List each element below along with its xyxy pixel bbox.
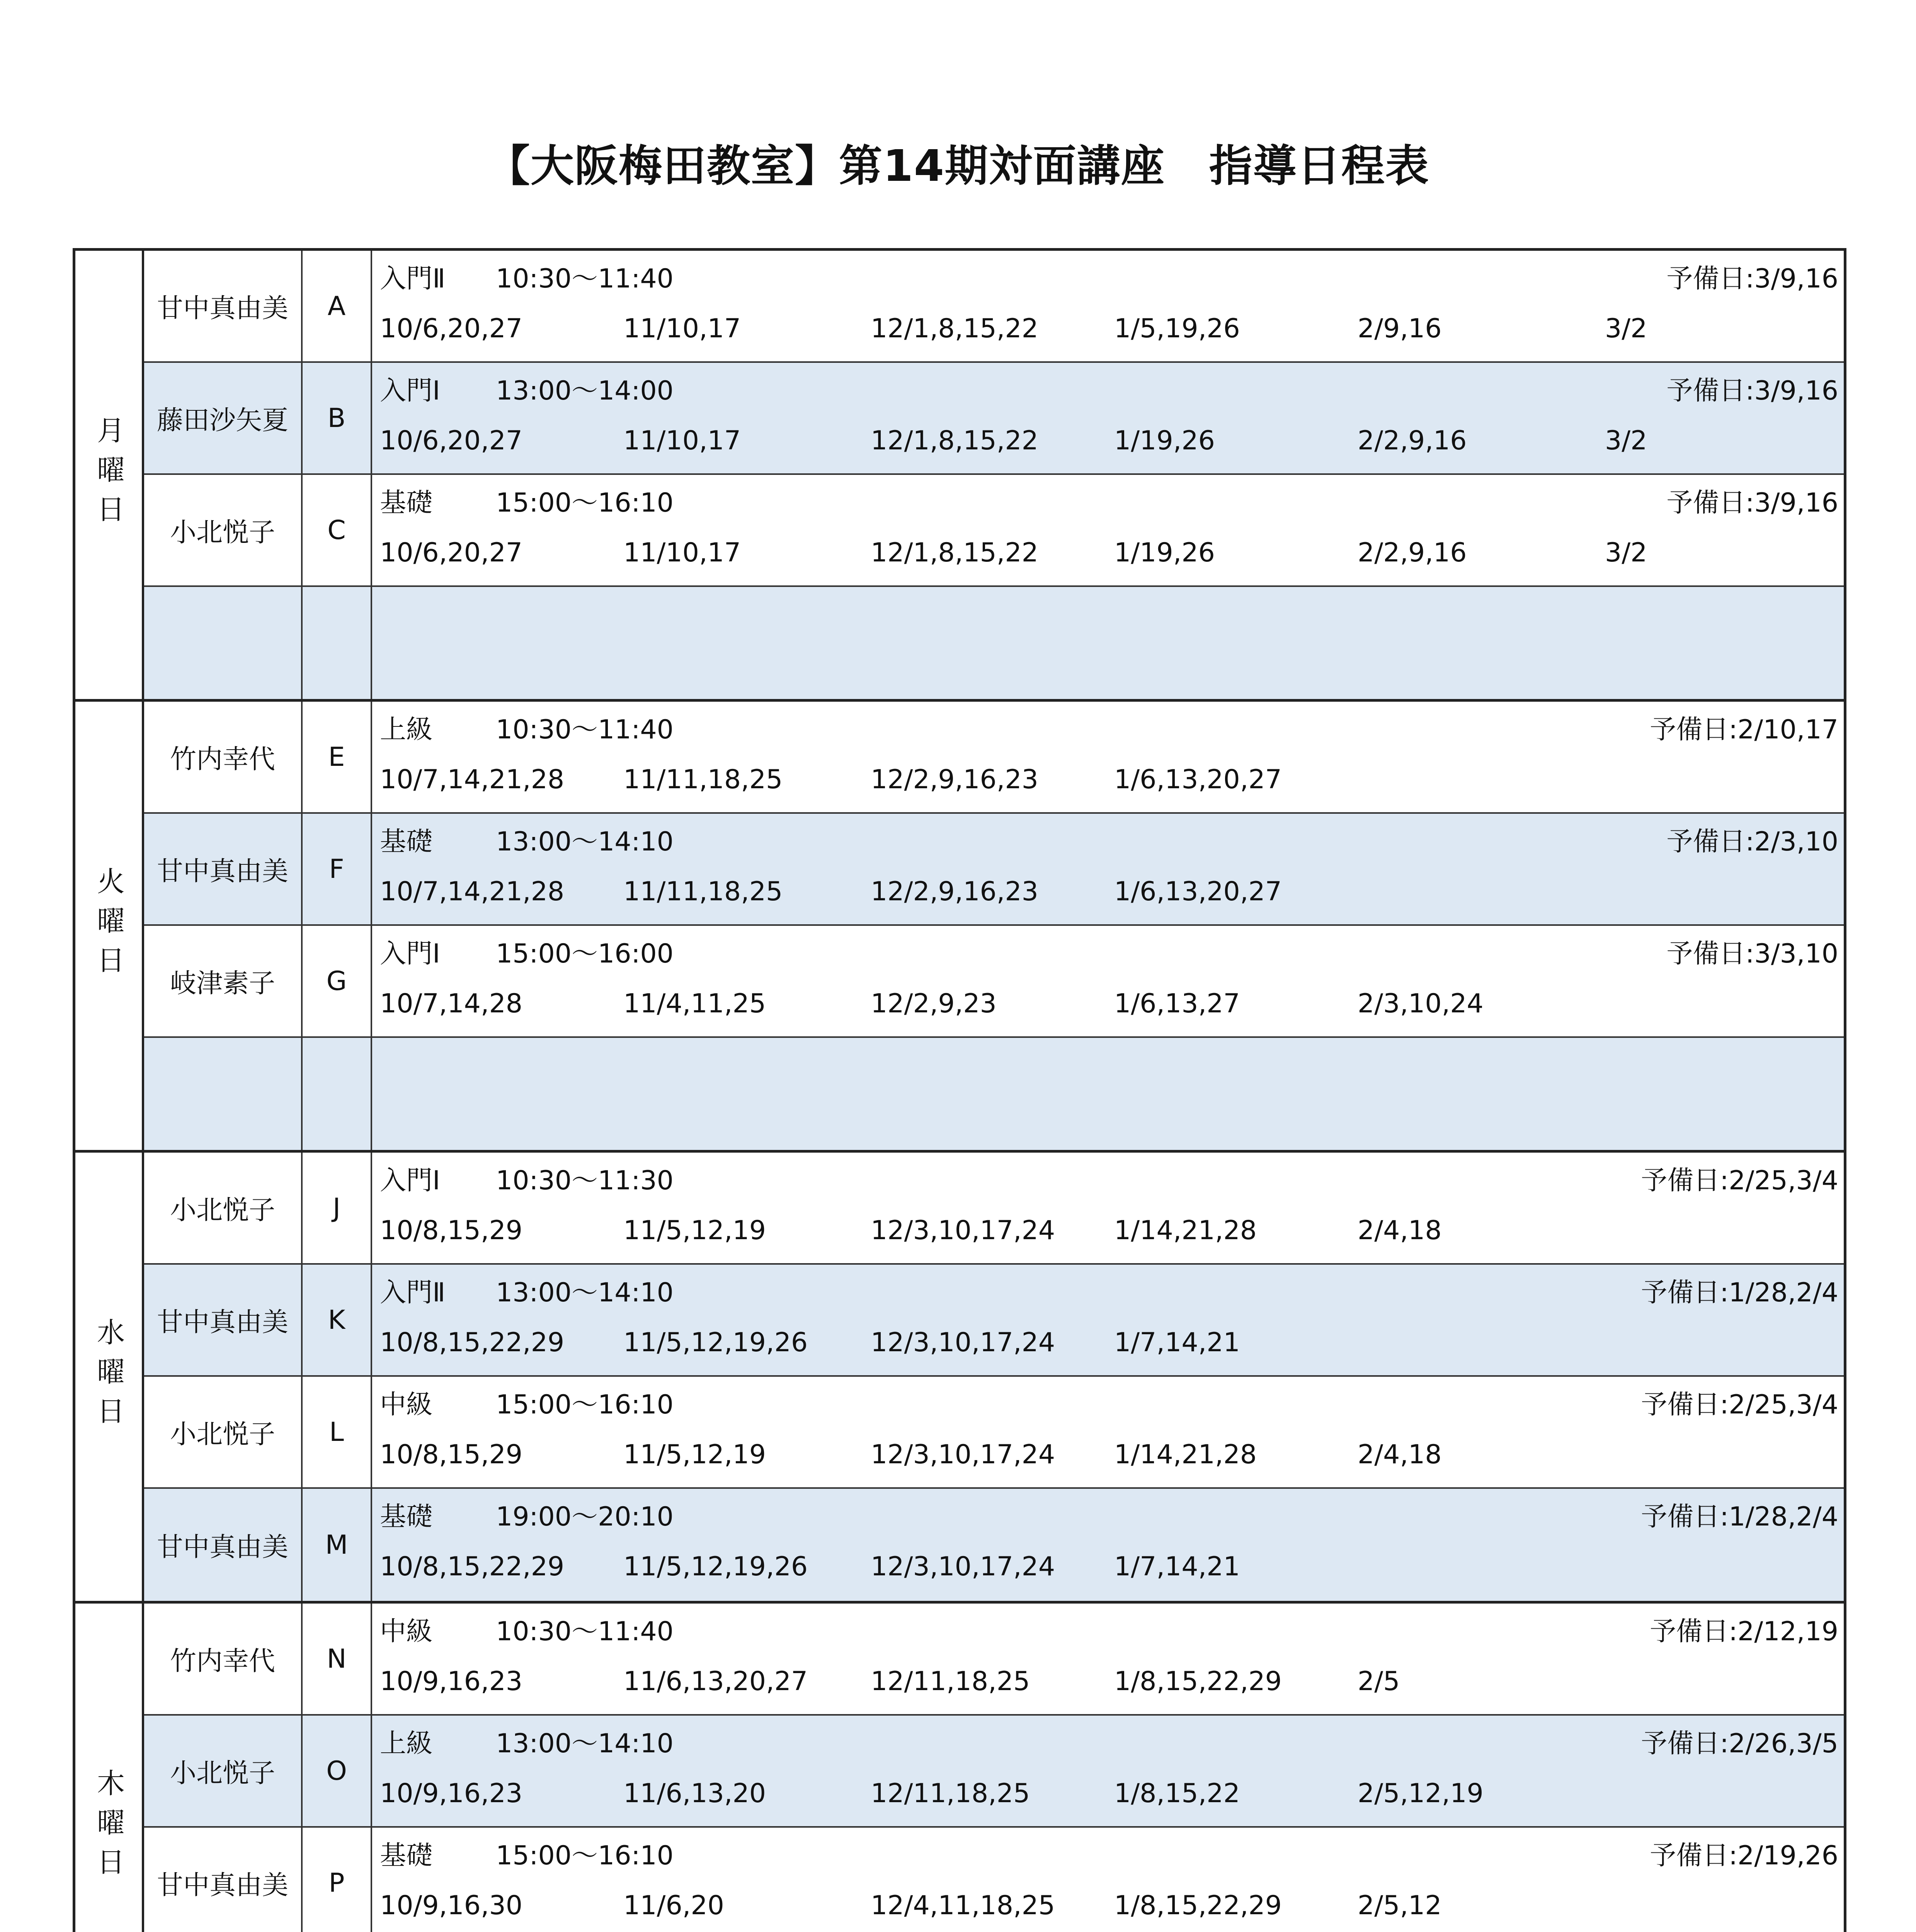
table-row <box>144 926 1844 1038</box>
time-label: 15:00〜16:10 <box>496 488 674 518</box>
date-group: 3/2 <box>1605 537 1647 568</box>
date-group: 1/8,15,22 <box>1114 1778 1240 1809</box>
date-group: 1/6,13,27 <box>1114 988 1240 1019</box>
date-group: 12/3,10,17,24 <box>871 1439 1055 1470</box>
reserve-days <box>1666 258 1838 295</box>
time-label: 10:30〜11:40 <box>496 714 674 745</box>
date-group: 11/4,11,25 <box>623 988 766 1019</box>
level-label: 中級 <box>380 1389 433 1420</box>
date-group: 10/6,20,27 <box>380 537 522 568</box>
date-group: 11/11,18,25 <box>623 764 783 795</box>
date-group: 1/19,26 <box>1114 537 1215 568</box>
teacher-cell: 小北悦子 <box>144 475 303 585</box>
time-label: 13:00〜14:10 <box>496 1277 674 1308</box>
reserve-days <box>1641 1272 1838 1309</box>
reserve-days <box>1666 933 1838 970</box>
time-label: 15:00〜16:00 <box>496 939 674 969</box>
reserve-days <box>1650 709 1838 746</box>
date-group: 1/5,19,26 <box>1114 313 1240 344</box>
date-group: 1/19,26 <box>1114 425 1215 456</box>
table-row <box>144 1377 1844 1489</box>
day-label: 水曜日 <box>92 1318 125 1436</box>
day-cell <box>75 1604 144 1932</box>
date-group: 3/2 <box>1605 313 1647 344</box>
reserve-days <box>1641 1723 1838 1760</box>
class-code-cell: M <box>303 1489 372 1601</box>
reserve-value: 2/3,10 <box>1754 827 1838 857</box>
schedule-cell <box>372 1828 1844 1932</box>
reserve-prefix: 予備日: <box>1666 939 1754 969</box>
time-label: 19:00〜20:10 <box>496 1502 674 1532</box>
teacher-cell: 小北悦子 <box>144 1153 303 1263</box>
reserve-value: 2/10,17 <box>1737 714 1838 745</box>
page-title: 【大阪梅田教室】第14期対面講座 指導日程表 <box>487 141 1429 191</box>
schedule-cell <box>372 1038 1844 1150</box>
date-group: 1/14,21,28 <box>1114 1215 1257 1246</box>
table-row <box>144 1604 1844 1716</box>
reserve-prefix: 予備日: <box>1641 1277 1729 1308</box>
date-group: 11/6,20 <box>623 1890 724 1921</box>
level-label: 基礎 <box>380 827 433 857</box>
teacher-cell: 甘中真由美 <box>144 251 303 361</box>
date-group: 1/8,15,22,29 <box>1114 1666 1282 1697</box>
class-code-cell: E <box>303 702 372 812</box>
table-row <box>144 363 1844 475</box>
class-code-cell: B <box>303 363 372 473</box>
date-group: 11/5,12,19,26 <box>623 1327 808 1358</box>
date-group: 11/6,13,20,27 <box>623 1666 808 1697</box>
table-row <box>144 1489 1844 1601</box>
date-group: 10/6,20,27 <box>380 313 522 344</box>
reserve-value: 3/9,16 <box>1754 488 1838 518</box>
date-group: 2/4,18 <box>1358 1439 1442 1470</box>
date-group: 10/8,15,29 <box>380 1439 522 1470</box>
time-label: 15:00〜16:10 <box>496 1840 674 1871</box>
date-group: 1/6,13,20,27 <box>1114 764 1282 795</box>
table-row <box>144 1716 1844 1828</box>
level-label: 上級 <box>380 1728 433 1759</box>
class-code-cell: O <box>303 1716 372 1826</box>
date-group: 11/6,13,20 <box>623 1778 766 1809</box>
class-code-cell <box>303 1038 372 1150</box>
date-group: 2/5,12,19 <box>1358 1778 1484 1809</box>
date-group: 12/4,11,18,25 <box>871 1890 1055 1921</box>
day-cell <box>75 251 144 699</box>
reserve-value: 3/9,16 <box>1754 376 1838 406</box>
schedule-cell <box>372 1153 1844 1263</box>
date-group: 12/3,10,17,24 <box>871 1215 1055 1246</box>
teacher-cell: 甘中真由美 <box>144 1265 303 1375</box>
class-code-cell: G <box>303 926 372 1036</box>
date-group: 11/10,17 <box>623 425 741 456</box>
date-group: 12/3,10,17,24 <box>871 1551 1055 1582</box>
schedule-cell <box>372 475 1844 585</box>
reserve-prefix: 予備日: <box>1666 264 1754 294</box>
date-group: 11/10,17 <box>623 313 741 344</box>
time-label: 10:30〜11:30 <box>496 1165 674 1196</box>
day-group <box>75 1604 1844 1932</box>
reserve-value: 2/25,3/4 <box>1729 1165 1838 1196</box>
date-group: 2/4,18 <box>1358 1215 1442 1246</box>
date-group: 12/2,9,16,23 <box>871 876 1038 907</box>
date-group: 2/2,9,16 <box>1358 425 1467 456</box>
reserve-prefix: 予備日: <box>1666 827 1754 857</box>
day-cell <box>75 1153 144 1601</box>
date-group: 12/1,8,15,22 <box>871 425 1038 456</box>
day-group <box>75 702 1844 1153</box>
day-group <box>75 251 1844 702</box>
reserve-days <box>1666 482 1838 519</box>
table-row <box>144 1153 1844 1265</box>
table-row <box>144 814 1844 926</box>
reserve-value: 1/28,2/4 <box>1729 1502 1838 1532</box>
reserve-days <box>1641 1496 1838 1533</box>
date-group: 10/9,16,23 <box>380 1666 522 1697</box>
date-group: 10/8,15,22,29 <box>380 1327 565 1358</box>
day-cell <box>75 702 144 1150</box>
date-group: 11/11,18,25 <box>623 876 783 907</box>
teacher-cell: 小北悦子 <box>144 1377 303 1487</box>
date-group: 1/14,21,28 <box>1114 1439 1257 1470</box>
teacher-cell <box>144 1038 303 1150</box>
schedule-cell <box>372 251 1844 361</box>
reserve-prefix: 予備日: <box>1650 1616 1738 1647</box>
class-code-cell: K <box>303 1265 372 1375</box>
reserve-prefix: 予備日: <box>1641 1165 1729 1196</box>
time-label: 13:00〜14:10 <box>496 827 674 857</box>
reserve-value: 3/9,16 <box>1754 264 1838 294</box>
schedule-table <box>73 248 1846 1932</box>
date-group: 11/5,12,19,26 <box>623 1551 808 1582</box>
schedule-cell <box>372 1604 1844 1714</box>
table-row <box>144 251 1844 363</box>
level-label: 入門Ⅰ <box>380 939 441 969</box>
reserve-prefix: 予備日: <box>1641 1728 1729 1759</box>
date-group: 1/6,13,20,27 <box>1114 876 1282 907</box>
class-code-cell: A <box>303 251 372 361</box>
day-group <box>75 1153 1844 1604</box>
schedule-cell <box>372 363 1844 473</box>
teacher-cell: 甘中真由美 <box>144 1828 303 1932</box>
class-code-cell: C <box>303 475 372 585</box>
level-label: 中級 <box>380 1616 433 1647</box>
reserve-prefix: 予備日: <box>1650 714 1738 745</box>
date-group: 12/11,18,25 <box>871 1666 1030 1697</box>
date-group: 1/7,14,21 <box>1114 1551 1240 1582</box>
level-label: 入門Ⅱ <box>380 1277 446 1308</box>
date-group: 10/8,15,22,29 <box>380 1551 565 1582</box>
level-label: 基礎 <box>380 488 433 518</box>
day-label: 月曜日 <box>92 416 125 534</box>
table-row <box>144 587 1844 699</box>
date-group: 12/11,18,25 <box>871 1778 1030 1809</box>
time-label: 10:30〜11:40 <box>496 1616 674 1647</box>
schedule-cell <box>372 1489 1844 1601</box>
level-label: 基礎 <box>380 1840 433 1871</box>
schedule-cell <box>372 1716 1844 1826</box>
time-label: 10:30〜11:40 <box>496 264 674 294</box>
time-label: 13:00〜14:10 <box>496 1728 674 1759</box>
class-code-cell: J <box>303 1153 372 1263</box>
level-label: 入門Ⅰ <box>380 1165 441 1196</box>
reserve-value: 2/19,26 <box>1737 1840 1838 1871</box>
level-label: 入門Ⅰ <box>380 376 441 406</box>
reserve-days <box>1650 1611 1838 1648</box>
class-code-cell: P <box>303 1828 372 1932</box>
class-code-cell: N <box>303 1604 372 1714</box>
teacher-cell: 岐津素子 <box>144 926 303 1036</box>
schedule-cell <box>372 1265 1844 1375</box>
date-group: 11/5,12,19 <box>623 1439 766 1470</box>
teacher-cell: 甘中真由美 <box>144 814 303 924</box>
reserve-value: 2/12,19 <box>1737 1616 1838 1647</box>
schedule-cell <box>372 587 1844 699</box>
reserve-value: 2/25,3/4 <box>1729 1389 1838 1420</box>
date-group: 2/3,10,24 <box>1358 988 1484 1019</box>
date-group: 2/2,9,16 <box>1358 537 1467 568</box>
level-label: 上級 <box>380 714 433 745</box>
reserve-days <box>1666 370 1838 407</box>
level-label: 入門Ⅱ <box>380 264 446 294</box>
teacher-cell: 竹内幸代 <box>144 1604 303 1714</box>
class-code-cell: L <box>303 1377 372 1487</box>
teacher-cell: 甘中真由美 <box>144 1489 303 1601</box>
date-group: 2/5 <box>1358 1666 1400 1697</box>
date-group: 3/2 <box>1605 425 1647 456</box>
date-group: 12/2,9,23 <box>871 988 997 1019</box>
level-label: 基礎 <box>380 1502 433 1532</box>
schedule-cell <box>372 702 1844 812</box>
table-row <box>144 1265 1844 1377</box>
schedule-cell <box>372 814 1844 924</box>
reserve-days <box>1650 1835 1838 1872</box>
teacher-cell: 藤田沙矢夏 <box>144 363 303 473</box>
reserve-days <box>1641 1160 1838 1197</box>
date-group: 11/10,17 <box>623 537 741 568</box>
table-row <box>144 475 1844 587</box>
reserve-days <box>1666 821 1838 858</box>
date-group: 10/6,20,27 <box>380 425 522 456</box>
table-row <box>144 1038 1844 1150</box>
reserve-prefix: 予備日: <box>1650 1840 1738 1871</box>
teacher-cell <box>144 587 303 699</box>
table-row <box>144 702 1844 814</box>
reserve-prefix: 予備日: <box>1666 488 1754 518</box>
date-group: 12/1,8,15,22 <box>871 537 1038 568</box>
reserve-prefix: 予備日: <box>1666 376 1754 406</box>
schedule-cell <box>372 926 1844 1036</box>
reserve-value: 1/28,2/4 <box>1729 1277 1838 1308</box>
class-code-cell <box>303 587 372 699</box>
day-label: 火曜日 <box>92 867 125 985</box>
reserve-days <box>1641 1384 1838 1421</box>
teacher-cell: 竹内幸代 <box>144 702 303 812</box>
reserve-prefix: 予備日: <box>1641 1389 1729 1420</box>
date-group: 2/9,16 <box>1358 313 1442 344</box>
table-row <box>144 1828 1844 1932</box>
time-label: 15:00〜16:10 <box>496 1389 674 1420</box>
date-group: 12/1,8,15,22 <box>871 313 1038 344</box>
time-label: 13:00〜14:00 <box>496 376 674 406</box>
date-group: 12/2,9,16,23 <box>871 764 1038 795</box>
class-code-cell: F <box>303 814 372 924</box>
date-group: 2/5,12 <box>1358 1890 1442 1921</box>
teacher-cell: 小北悦子 <box>144 1716 303 1826</box>
reserve-prefix: 予備日: <box>1641 1502 1729 1532</box>
date-group: 10/7,14,28 <box>380 988 522 1019</box>
day-label: 木曜日 <box>92 1769 125 1887</box>
date-group: 10/9,16,23 <box>380 1778 522 1809</box>
date-group: 1/7,14,21 <box>1114 1327 1240 1358</box>
reserve-value: 3/3,10 <box>1754 939 1838 969</box>
date-group: 11/5,12,19 <box>623 1215 766 1246</box>
date-group: 10/7,14,21,28 <box>380 764 565 795</box>
date-group: 10/7,14,21,28 <box>380 876 565 907</box>
date-group: 1/8,15,22,29 <box>1114 1890 1282 1921</box>
date-group: 10/9,16,30 <box>380 1890 522 1921</box>
date-group: 12/3,10,17,24 <box>871 1327 1055 1358</box>
date-group: 10/8,15,29 <box>380 1215 522 1246</box>
reserve-value: 2/26,3/5 <box>1729 1728 1838 1759</box>
schedule-cell <box>372 1377 1844 1487</box>
